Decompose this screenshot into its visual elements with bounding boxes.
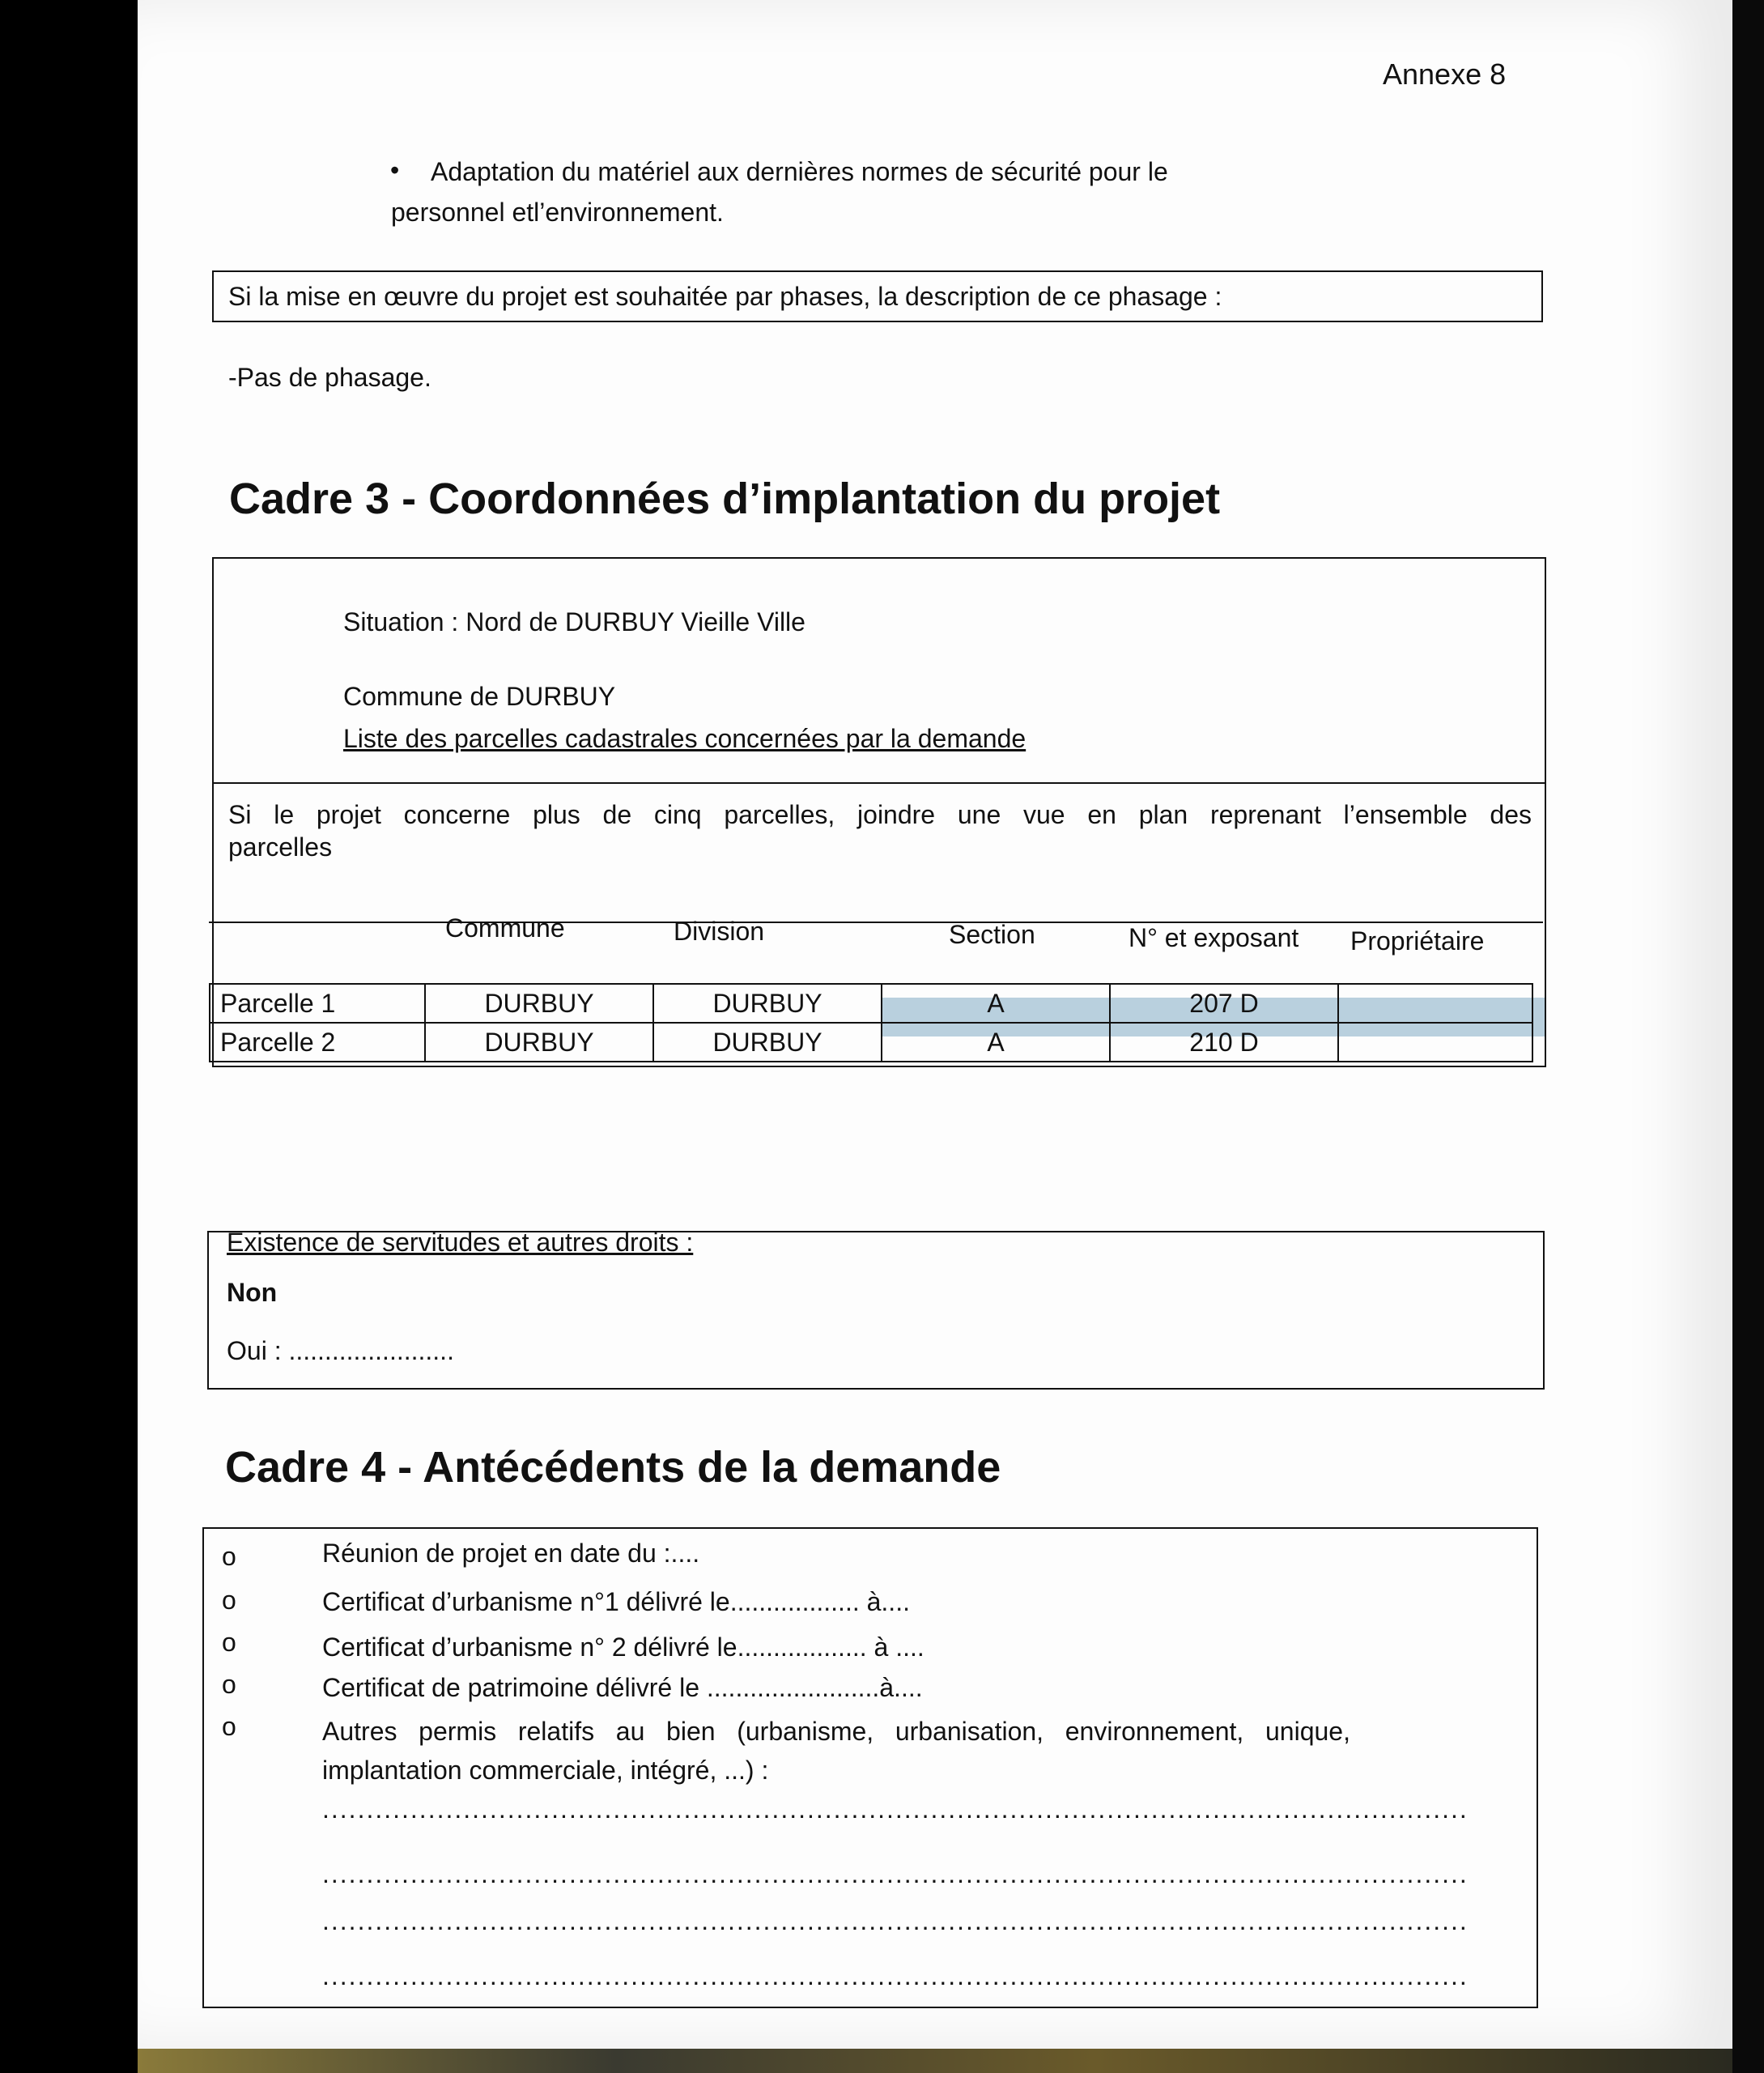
scan-edge [1732,0,1764,2073]
servitudes-oui: Oui : ....................... [227,1336,454,1365]
cadre3-title: Cadre 3 - Coordonnées d’implantation du projet [229,475,1221,523]
cell-section: A [882,984,1110,1023]
bullet-dot: • [390,155,400,185]
cell-numero: 210 D [1110,1023,1338,1062]
note-line-2: parcelles [228,832,333,862]
scan-bottom-strip [138,2049,1732,2073]
situation-text: Situation : Nord de DURBUY Vieille Ville [343,607,805,636]
item-autres: Autres permis relatifs au bien (urbanisme, urbanisation, environnement, unique, [322,1717,1350,1746]
bullet-line-2: personnel etl’environnement. [391,198,724,227]
cell-division: DURBUY [653,1023,882,1062]
table-row [210,984,1532,1023]
bullet-line-1: Adaptation du matériel aux dernières normes de sécurité pour le [431,157,1168,186]
table-top-line [209,922,1543,923]
item-reunion: Réunion de projet en date du :.... [322,1539,700,1568]
dotted-line: .................................................................................................................................. [322,1961,1469,1990]
servitudes-title: Existence de servitudes et autres droits : [227,1228,694,1257]
dotted-line: .................................................................................................................................. [322,1794,1469,1824]
dotted-line: .................................................................................................................................. [322,1906,1469,1935]
cadre4-title: Cadre 4 - Antécédents de la demande [225,1443,1001,1492]
note-line-1: Si le projet concerne plus de cinq parcelles, joindre une vue en plan reprenant l’ensemble des [228,800,1532,829]
cell-division: DURBUY [653,984,882,1023]
item-bullet: o [222,1712,236,1741]
annex-label: Annexe 8 [1383,57,1507,91]
col-header-numero: N° et exposant [1129,923,1299,952]
parcel-list-heading: Liste des parcelles cadastrales concernées par la demande [343,724,1027,753]
item-cu1: Certificat d’urbanisme n°1 délivré le.................. à.... [322,1587,910,1616]
cadre3-divider [212,782,1546,784]
cell-commune: DURBUY [425,1023,653,1062]
item-bullet: o [222,1542,236,1571]
cell-commune: DURBUY [425,984,653,1023]
cell-proprietaire [1338,984,1532,1023]
item-autres-line2: implantation commerciale, intégré, ...) : [322,1756,769,1785]
item-bullet: o [222,1628,236,1657]
parcel-table [209,983,1533,1062]
item-bullet: o [222,1670,236,1699]
cell-proprietaire [1338,1023,1532,1062]
servitudes-non: Non [227,1278,278,1307]
commune-text: Commune de DURBUY [343,682,616,711]
table-row [210,1023,1532,1062]
cell-numero: 207 D [1110,984,1338,1023]
col-header-division: Division [674,917,765,946]
col-header-section: Section [949,920,1035,949]
cell-section: A [882,1023,1110,1062]
col-header-commune: Commune [445,913,565,943]
item-bullet: o [222,1586,236,1615]
col-header-proprietaire: Propriétaire [1350,926,1485,956]
phasage-value: -Pas de phasage. [228,363,431,392]
item-cu2: Certificat d’urbanisme n° 2 délivré le.................. à .... [322,1632,925,1662]
phasage-label: Si la mise en œuvre du projet est souhaitée par phases, la description de ce phasage : [228,282,1222,311]
cell-label: Parcelle 1 [210,984,425,1023]
item-patrimoine: Certificat de patrimoine délivré le ........................à.... [322,1673,923,1702]
dotted-line: .................................................................................................................................. [322,1859,1469,1888]
cell-label: Parcelle 2 [210,1023,425,1062]
